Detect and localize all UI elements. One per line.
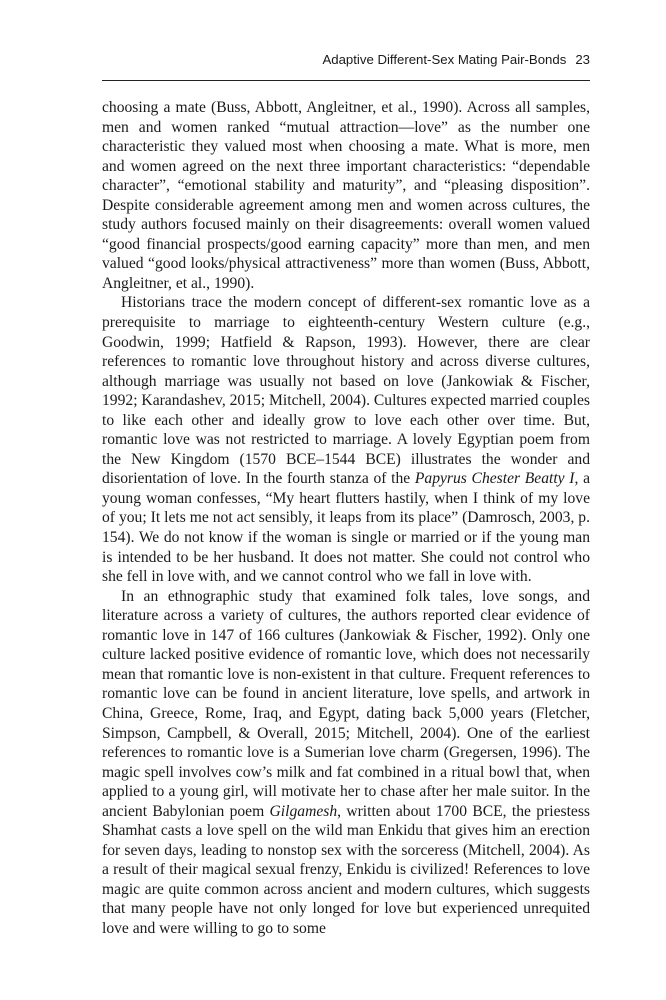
paragraph-1 [102,98,590,293]
running-title: Adaptive Different-Sex Mating Pair-Bonds [322,52,567,67]
paragraph-3-before: In an ethnographic study that examined folk tales, love songs, and literature across a variety of cultures, the authors reported clear evidence of romantic love in 147 of 166 cultures (Jankowiak & Fischer, 1992). Only one culture lacked positive evidence of romantic love, which does not necessarily mean that romantic love is non-existent in that culture. Frequent references to romantic love can be found in ancient literature, love spells, and artwork in China, Greece, Rome, Iraq, and Egypt, dating back 5,000 years (Fletcher, Simpson, Campbell, & Overall, 2015; Mitchell, 2004). One of the earliest references to romantic love is a Sumerian love charm (Gregersen, 1996). The magic spell involves cow’s milk and fat combined in a ritual bowl that, when applied to a young girl, will motivate her to chase after her male suitor. In the ancient Babylonian poem [102,587,590,820]
paragraph-3 [102,587,590,939]
paragraph-2-after: , a young woman confesses, “My heart flutters hastily, when I think of my love of you; It lets me not act sensibly, it leaps from its place” (Damrosch, 2003, p. 154). We do not know if the woman is single or married or if the young man is intended to be her husband. It does not matter. She could not control who she fell in love with, and we cannot control who we fall in love with. [102,470,590,586]
paragraph-3-after: , written about 1700 BCE, the priestess Shamhat casts a love spell on the wild man Enkidu that gives him an erection for seven days, leading to nonstop sex with the sorceress (Mitchell, 2004). As a result of their magical sexual frenzy, Enkidu is civilized! References to love magic are quite common across ancient and modern cultures, which suggests that many people have not only longed for love but experienced unrequited love and were willing to go to some [102,802,590,937]
paragraph-2 [102,293,590,586]
running-header [102,48,590,81]
paragraph-3-italic-title: Gilgamesh [269,802,338,820]
paragraph-2-before: Historians trace the modern concept of different-sex romantic love as a prerequisite to marriage to eighteenth-century Western culture (e.g., Goodwin, 1999; Hatfield & Rapson, 1993). However, there are clear references to romantic love throughout history and across diverse cultures, although marriage was usually not based on love (Jankowiak & Fischer, 1992; Karandashev, 2015; Mitchell, 2004). Cultures expected married couples to like each other and ideally grow to love each other over time. But, romantic love was not restricted to marriage. A lovely Egyptian poem from the New Kingdom (1570 BCE–1544 BCE) illustrates the wonder and disorientation of love. In the fourth stanza of the [102,294,590,488]
body-text [102,98,590,939]
paragraph-2-italic-title: Papyrus Chester Beatty I [414,470,575,488]
paragraph-1-text: choosing a mate (Buss, Abbott, Angleitner, et al., 1990). Across all samples, men and women ranked “mutual attraction—love” as the number one characteristic they valued most when choosing a mate. What is more, men and women agreed on the next three important characteristics: “dependable character”, “emotional stability and maturity”, and “pleasing disposition”. Despite considerable agreement among men and women across cultures, the study authors focused mainly on their disagreements: overall women valued “good financial prospects/good earning capacity” more than men, and men valued “good looks/physical attractiveness” more than women (Buss, Abbott, Angleitner, et al., 1990). [102,99,590,292]
page-number: 23 [575,52,590,67]
